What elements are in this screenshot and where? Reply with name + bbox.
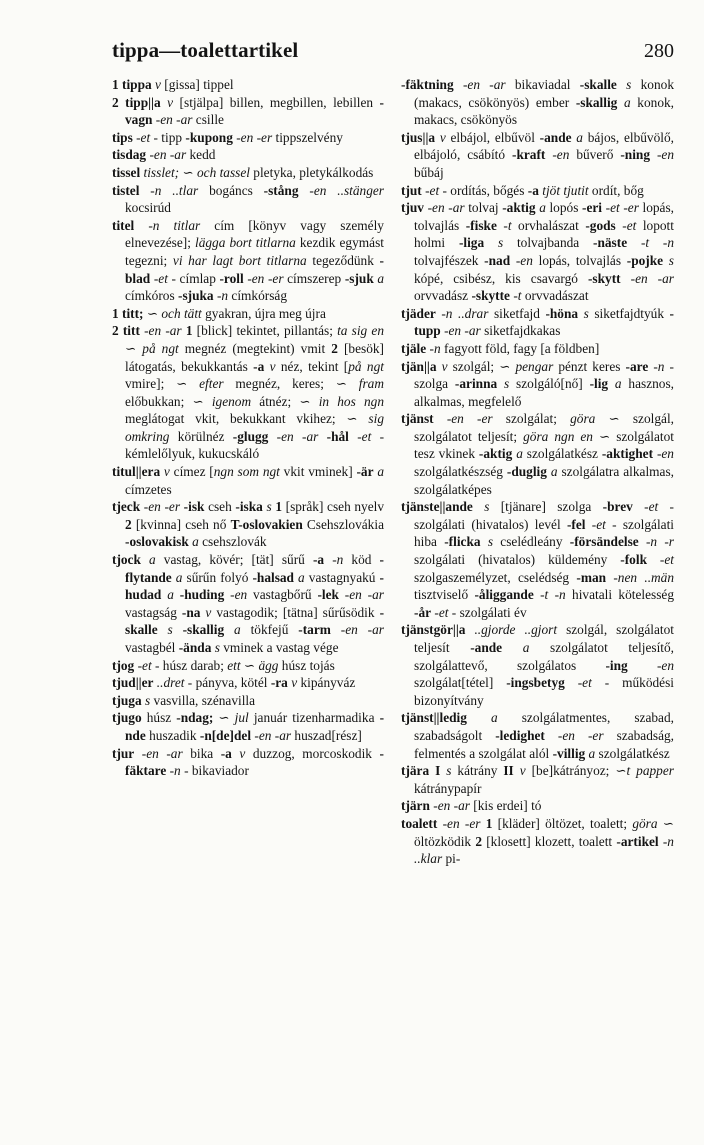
dictionary-entry: tjut -et - ordítás, bőgés -a tjöt tjutit ordít, bőg bbox=[401, 182, 644, 198]
dictionary-entry: tjänst||ledig a szolgálatmentes, szabad, szabadságolt -ledighet -en -er szabadság, felmentés a szolgálat alól -villig a szolgálatkész bbox=[401, 710, 675, 761]
dictionary-entry: tjänst -en -er szolgálat; göra ∽ szolgál, szolgálatot teljesít; göra ngn en ∽ szolgálatot tesz vkinek -aktig a szolgálatkész -aktighet -en szolgálatkészség -duglig a szolgálatra alkalmas, szolgálatképes bbox=[401, 411, 674, 497]
dictionary-entry: tistel -n ..tlar bogáncs -stång -en ..stänger kocsirúd bbox=[112, 182, 384, 216]
running-head: tippa—toalettartikel bbox=[112, 38, 299, 62]
page-header bbox=[112, 38, 674, 63]
dictionary-entry: tisdag -en -ar kedd bbox=[112, 147, 216, 163]
dictionary-entry: tjäder -n ..drar siketfajd -höna s siketfajdtyúk -tupp -en -ar siketfajdkakas bbox=[401, 305, 674, 339]
dictionary-entry: 1 tippa v [gissa] tippel bbox=[112, 77, 234, 92]
left-column bbox=[112, 76, 384, 780]
dictionary-entry: tjus||a v elbájol, elbűvöl -ande a bájos, elbűvölő, elbájoló, csábító -kraft -en bűverő -ning -en bűbáj bbox=[401, 129, 674, 180]
dictionary-entry: tjog -et - húsz darab; ett ∽ ägg húsz tojás bbox=[112, 657, 335, 673]
dictionary-entry: tjänste||ande s [tjänare] szolga -brev -et - szolgálati (hivatalos) levél -fel -et - szolgálati hiba -flicka s cselédleány -försändelse -n -r szolgálati (hivatalos) küldemény -folk -et szolgaszemélyzet, cselédség -man -nen ..män tisztviselő -åliggande -t -n hivatali kötelesség -år -et - szolgálati év bbox=[401, 499, 675, 620]
dictionary-entry: 1 titt; ∽ och tätt gyakran, újra meg újra bbox=[112, 305, 326, 321]
dictionary-entry: tjuga s vasvilla, szénavilla bbox=[112, 692, 256, 708]
dictionary-entry: tjära I s kátrány II v [be]kátrányoz; ∽t papper kátránypapír bbox=[401, 763, 674, 796]
dictionary-entry: 2 tipp||a v [stjälpa] billen, megbillen, lebillen -vagn -en -ar csille bbox=[112, 94, 384, 128]
dictionary-entry: 2 titt -en -ar 1 [blick] tekintet, pillantás; ta sig en ∽ på ngt megnéz (megtekint) vmit 2 [besök] látogatás, bekukkantás -a v néz, tekint [på ngt vmire]; ∽ efter megnéz, keres; ∽ fram előbukkan; ∽ igenom átnéz; ∽ in hos ngn meglátogat vkit, bekukkant vkihez; ∽ sig omkring körülnéz -glugg -en -ar -hål -et - kémlelőlyuk, kukucskáló bbox=[112, 323, 385, 462]
dictionary-entry: tjäle -n fagyott föld, fagy [a földben] bbox=[401, 340, 600, 356]
dictionary-entry: titul||era v címez [ngn som ngt vkit vminek] -är a címzetes bbox=[112, 464, 384, 497]
dictionary-entry: tjeck -en -er -isk cseh -iska s 1 [språk] cseh nyelv 2 [kvinna] cseh nő T-oslovakien Csehszlovákia -oslovakisk a csehszlovák bbox=[112, 499, 385, 550]
right-column bbox=[401, 76, 674, 868]
dictionary-entry: toalett -en -er 1 [kläder] öltözet, toalett; göra ∽ öltözködik 2 [klosett] klozett, toalett -artikel -n ..klar pi- bbox=[401, 815, 674, 867]
dictionary-entry: tjän||a v szolgál; ∽ pengar pénzt keres -are -n - szolga -arinna s szolgáló[nő] -lig a hasznos, alkalmas, megfelelő bbox=[401, 358, 675, 409]
dictionary-entry: tjur -en -ar bika -a v duzzog, morcoskodik -fäktare -n - bikaviador bbox=[112, 745, 384, 779]
page-number: 280 bbox=[644, 40, 674, 62]
dictionary-entry: tjuv -en -ar tolvaj -aktig a lopós -eri -et -er lopás, tolvajlás -fiske -t orvhalászat -gods -et lopott holmi -liga s tolvajbanda -näste -t -n tolvajfészek -nad -en lopás, tolvajlás -pojke s kópé, csibész, kis csavargó -skytt -en -ar orvvadász -skytte -t orvvadászat bbox=[401, 200, 675, 304]
dictionary-entry: titel -n titlar cím [könyv vagy személy elnevezése]; lägga bort titlarna kezdik egymást tegezni; vi har lagt bort titlarna tegeződünk -blad -et - címlap -roll -en -er címszerep -sjuk a címkóros -sjuka -n címkórság bbox=[112, 217, 385, 304]
dictionary-entry: tjud||er ..dret - pányva, kötél -ra v kipányváz bbox=[112, 675, 356, 691]
dictionary-entry: -fäktning -en -ar bikaviadal -skalle s konok (makacs, csökönyös) ember -skallig a konok, makacs, csökönyös bbox=[401, 77, 674, 128]
dictionary-entry: tissel tisslet; ∽ och tassel pletyka, pletykálkodás bbox=[112, 164, 374, 180]
dictionary-entry: tjugo húsz -ndag; ∽ jul január tizenharmadika -nde huszadik -n[de]del -en -ar huszad[rész] bbox=[112, 710, 385, 743]
dictionary-entry: tips -et - tipp -kupong -en -er tippszelvény bbox=[112, 129, 343, 145]
dictionary-entry: tjärn -en -ar [kis erdei] tó bbox=[401, 798, 542, 814]
dictionary-entry: tjock a vastag, kövér; [tät] sűrű -a -n köd -flytande a sűrűn folyó -halsad a vastagnyakú -hudad a -huding -en vastagbőrű -lek -en -ar vastagság -na v vastagodik; [tätna] sűrűsödik -skalle s -skallig a tökfejű -tarm -en -ar vastagbél -ända s vminek a vastag vége bbox=[112, 552, 385, 655]
dictionary-entry: tjänstgör||a ..gjorde ..gjort szolgál, szolgálatot teljesít -ande a szolgálatot teljesítő, szolgálattevő, szolgálatos -ing -en szolgálat[tétel] -ingsbetyg -et - működési bizonyítvány bbox=[401, 622, 675, 708]
